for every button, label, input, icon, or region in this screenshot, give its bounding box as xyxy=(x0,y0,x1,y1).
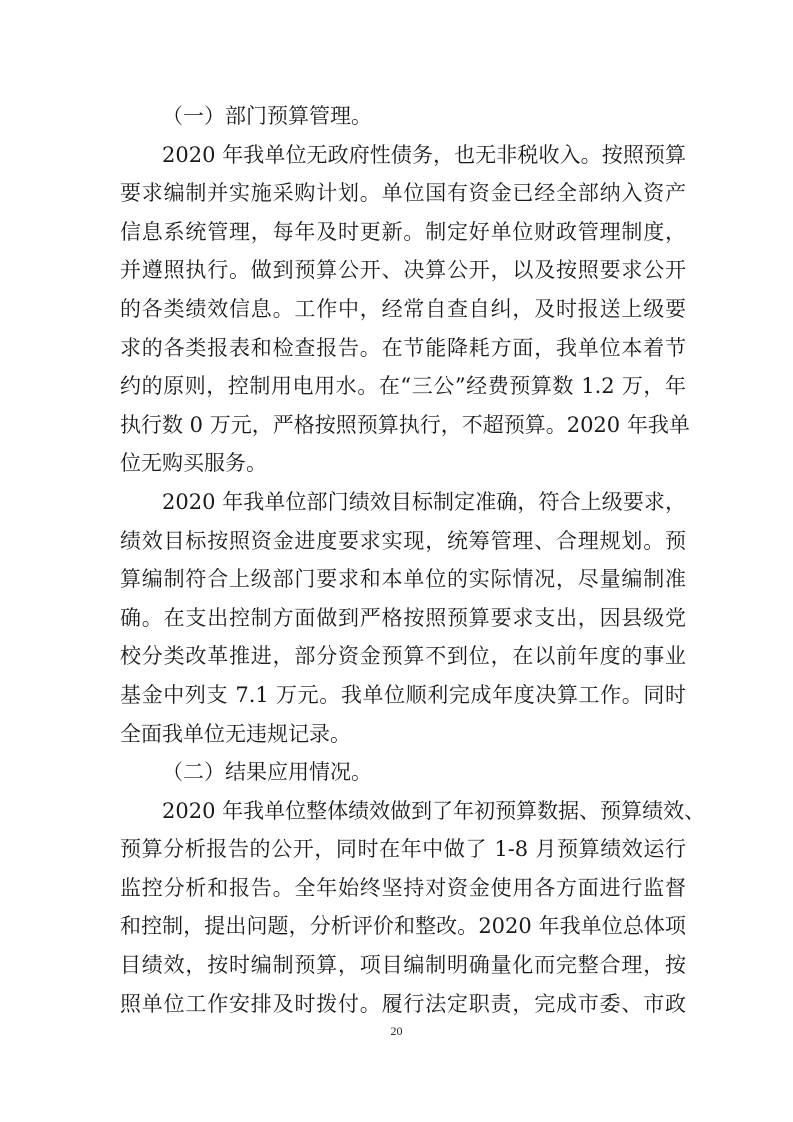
paragraph-line: 信息系统管理，每年及时更新。制定好单位财政管理制度， xyxy=(120,219,686,244)
section-heading-2: （二）结果应用情况。 xyxy=(162,760,372,785)
document-body xyxy=(120,97,706,1023)
paragraph-line: 2020 年我单位无政府性债务，也无非税收入。按照预算 xyxy=(162,142,686,167)
paragraph-line: 算编制符合上级部门要求和本单位的实际情况，尽量编制准 xyxy=(120,567,686,592)
paragraph-line: 校分类改革推进，部分资金预算不到位，在以前年度的事业 xyxy=(120,644,686,669)
paragraph-line: 确。在支出控制方面做到严格按照预算要求支出，因县级党 xyxy=(120,605,686,630)
paragraph-line: 基金中列支 7.1 万元。我单位顺利完成年度决算工作。同时 xyxy=(120,682,686,707)
paragraph-line: 要求编制并实施采购计划。单位国有资金已经全部纳入资产 xyxy=(120,181,686,206)
paragraph-line: 的各类绩效信息。工作中，经常自查自纠，及时报送上级要 xyxy=(120,296,686,321)
paragraph-1 xyxy=(120,136,690,483)
paragraph-line: 预算分析报告的公开，同时在年中做了 1-8 月预算绩效运行 xyxy=(120,837,686,862)
paragraph-2 xyxy=(120,483,686,753)
paragraph-line: 2020 年我单位整体绩效做到了年初预算数据、预算绩效、 xyxy=(162,798,706,823)
section-heading-1: （一）部门预算管理。 xyxy=(162,104,372,128)
paragraph-3 xyxy=(120,792,706,1024)
paragraph-line: 绩效目标按照资金进度要求实现，统筹管理、合理规划。预 xyxy=(120,528,686,553)
paragraph-line: 照单位工作安排及时拨付。履行法定职责，完成市委、市政 xyxy=(120,991,686,1016)
paragraph-line: 目绩效，按时编制预算，项目编制明确量化而完整合理，按 xyxy=(120,953,686,978)
paragraph-line: 执行数 0 万元，严格按照预算执行，不超预算。2020 年我单 xyxy=(120,412,690,437)
paragraph-line: 并遵照执行。做到预算公开、决算公开，以及按照要求公开 xyxy=(120,258,686,283)
paragraph-line: 和控制，提出问题，分析评价和整改。2020 年我单位总体项 xyxy=(120,914,686,939)
paragraph-line: 求的各类报表和检查报告。在节能降耗方面，我单位本着节 xyxy=(120,335,686,360)
paragraph-line: 全面我单位无违规记录。 xyxy=(120,721,351,746)
paragraph-line: 2020 年我单位部门绩效目标制定准确，符合上级要求， xyxy=(162,489,686,514)
paragraph-line: 监控分析和报告。全年始终坚持对资金使用各方面进行监督 xyxy=(120,875,686,900)
paragraph-line: 约的原则，控制用电用水。在“三公”经费预算数 1.2 万，年 xyxy=(120,374,686,399)
page-number: 20 xyxy=(390,1024,403,1038)
paragraph-line: 位无购买服务。 xyxy=(120,451,267,476)
